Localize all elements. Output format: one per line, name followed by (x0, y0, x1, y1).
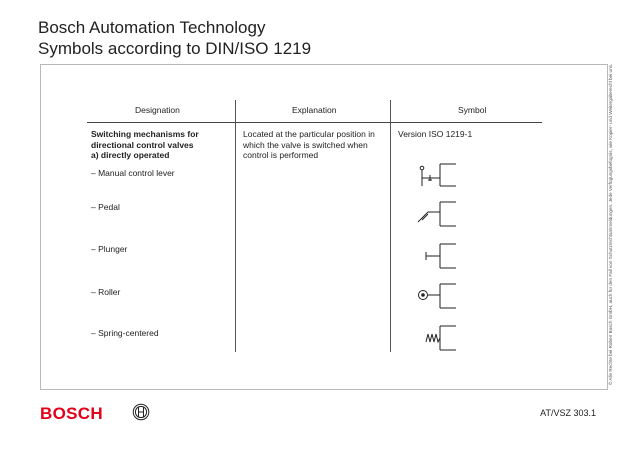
copyright-note: © Alle Rechte bei Robert Bosch GmbH, auch für den Fall von Schutzrechtsanmeldungen. Jede Verfügungsbefugnis, wie Kopier- und Weitergaberecht bei uns. (608, 63, 613, 385)
version-label: Version ISO 1219-1 (398, 129, 473, 139)
spring-centered-icon (412, 322, 462, 354)
page-title-line2: Symbols according to DIN/ISO 1219 (38, 39, 312, 58)
column-divider-2 (390, 100, 391, 352)
row-label-plunger: – Plunger (91, 244, 128, 254)
row-label-manual-control-lever: – Manual control lever (91, 168, 175, 178)
group-title-line2: directional control valves (91, 139, 194, 150)
group-title-line1: Switching mechanisms for (91, 129, 199, 139)
explanation-line1: Located at the particular position in (243, 129, 375, 139)
group-title (91, 129, 199, 161)
document-code: AT/VSZ 303.1 (540, 408, 596, 418)
row-label-roller: – Roller (91, 287, 121, 297)
bosch-armature-logo-icon (132, 403, 150, 421)
column-header-symbol: Symbol (458, 105, 487, 115)
group-title-line3: a) directly operated (91, 150, 170, 160)
header-divider (87, 122, 542, 123)
bosch-wordmark: BOSCH (40, 404, 103, 423)
pedal-icon (412, 198, 462, 230)
explanation-text (243, 129, 375, 161)
plunger-icon (412, 240, 462, 272)
manual-control-lever-icon (412, 158, 462, 190)
roller-icon (412, 280, 462, 312)
row-label-pedal: – Pedal (91, 202, 120, 212)
page-title-line1: Bosch Automation Technology (38, 18, 266, 37)
explanation-line2: which the valve is switched when (243, 139, 368, 150)
column-header-designation: Designation (135, 105, 180, 115)
column-divider-1 (235, 100, 236, 352)
row-label-spring-centered: – Spring-centered (91, 328, 159, 338)
explanation-line3: control is performed (243, 150, 319, 160)
column-header-explanation: Explanation (292, 105, 337, 115)
